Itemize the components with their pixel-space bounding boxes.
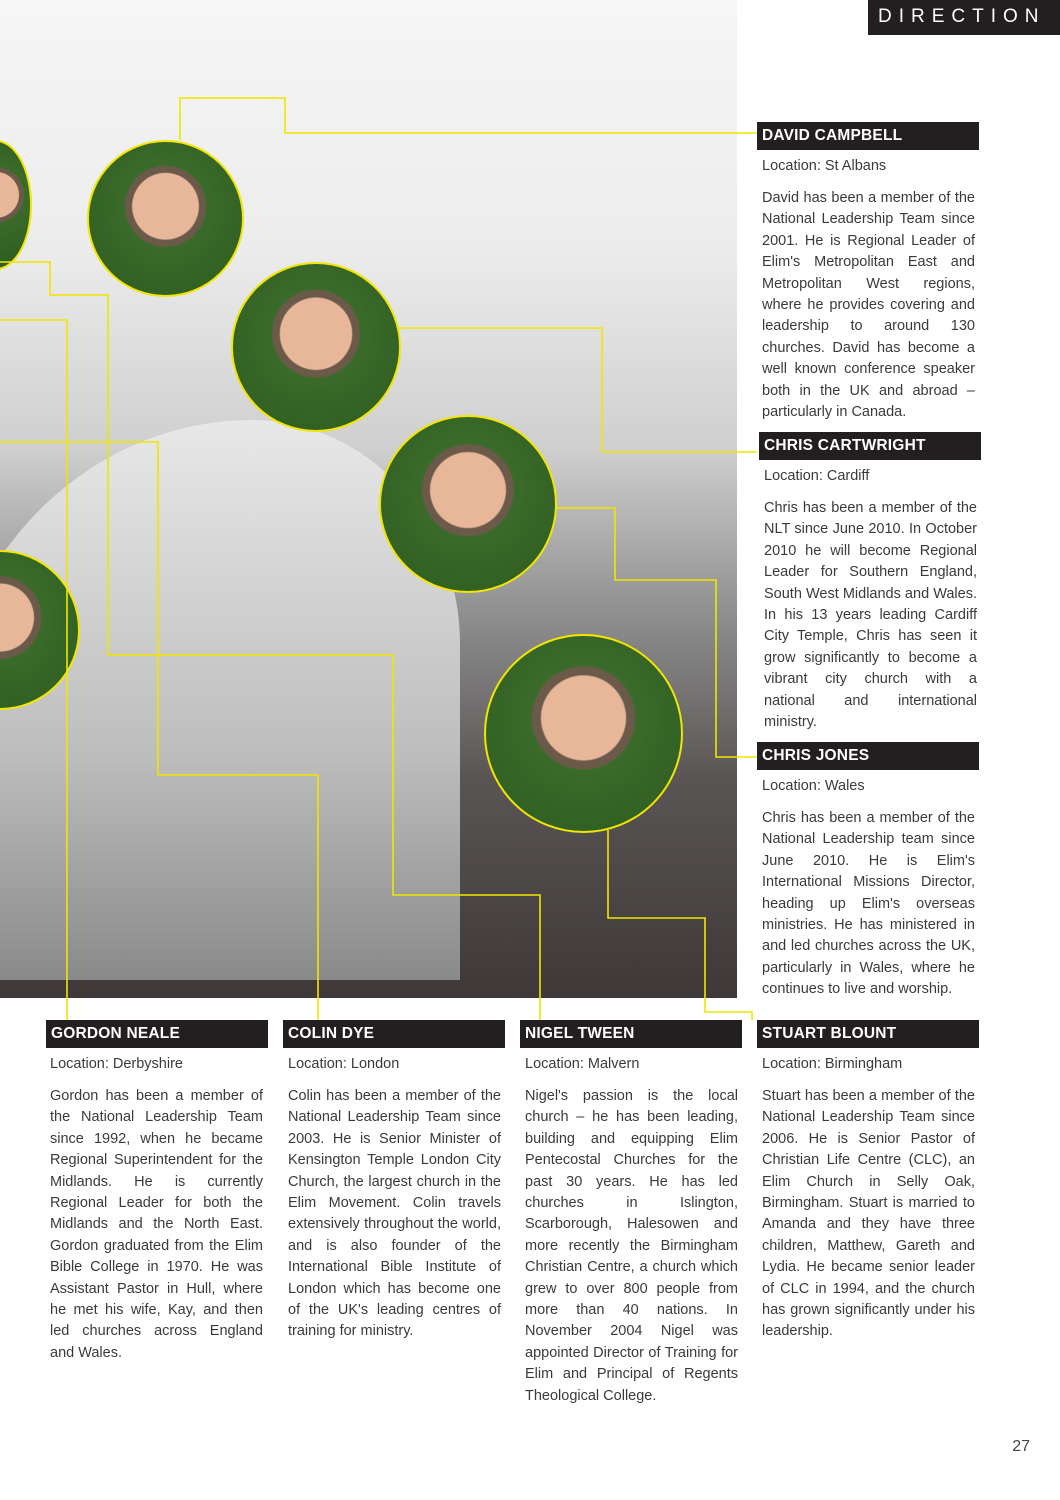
bio: Colin has been a member of the National Leadership Team since 2003. He is Senior Minister of Kensington Temple London City Church, the largest church in the Elim Movement. Colin travels extensively throughout the world, and is also founder of the International Bible Institute of London which has become one of the UK's leading centres of training for ministry.	[288, 1088, 501, 1340]
connector-david-campbell	[180, 98, 757, 140]
connector-colin-dye	[0, 442, 318, 1020]
bio: Nigel's passion is the local church – he has been leading, building and equipping Elim Pentecostal Churches for the past 30 years. He has led churches in Islington, Scarborough, Halesowen and more recently the Birmingham Christian Centre, a church which grew to over 800 people from more than 40 nations. In November 2004 Nigel was appointed Director of Training for Elim and Principal of Regents Theological College.	[525, 1088, 738, 1404]
bio: Chris has been a member of the National Leadership team since June 2010. He is Elim's International Missions Director, heading up Elim's overseas ministries. He has ministered in and led churches across the UK, particularly in Wales, where he continues to live and worship.	[762, 810, 975, 998]
location: Location: Birmingham	[762, 1056, 903, 1072]
page-number: 27	[1012, 1438, 1030, 1455]
name-header: STUART BLOUNT	[757, 1020, 979, 1048]
name-header: DAVID CAMPBELL	[757, 122, 979, 150]
name-header: COLIN DYE	[283, 1020, 505, 1048]
connector-stuart-blount	[608, 830, 752, 1020]
name-header: CHRIS JONES	[757, 742, 979, 770]
connector-chris-jones	[555, 508, 757, 757]
location: Location: St Albans	[762, 158, 887, 174]
section-label: DIRECTION	[868, 0, 1060, 35]
connector-chris-cartwright	[398, 328, 757, 452]
bio: Gordon has been a member of the National Leadership Team since 1992, when he became Regional Superintendent for the Midlands. He is currently Regional Leader for both the Midlands and the North East. Gordon graduated from the Elim Bible College in 1970. He was Assistant Pastor in Hull, where he met his wife, Kay, and then led churches across England and Wales.	[50, 1088, 263, 1361]
connector-gordon-neale	[0, 320, 67, 1020]
bio: Stuart has been a member of the National Leadership Team since 2006. He is Senior Pastor of Christian Life Centre (CLC), an Elim Church in Selly Oak, Birmingham. Stuart is married to Amanda and they have three children, Matthew, Gareth and Lydia. He became senior leader of CLC in 1994, and the church has grown significantly under his leadership.	[762, 1088, 975, 1340]
bio: David has been a member of the National Leadership Team since 2001. He is Regional Leader of Elim's Metropolitan East and Metropolitan West regions, where he provides covering and leadership to around 130 churches. David has become a well known conference speaker both in the UK and abroad – particularly in Canada.	[762, 190, 975, 421]
location: Location: Cardiff	[764, 468, 870, 484]
location: Location: Derbyshire	[50, 1056, 183, 1072]
location: Location: London	[288, 1056, 400, 1072]
bio: Chris has been a member of the NLT since June 2010. In October 2010 he will become Regional Leader for Southern England, South West Midlands and Wales. In his 13 years leading Cardiff City Temple, Chris has seen it grow significantly to become a vibrant city church with a national and international ministry.	[764, 500, 977, 731]
connector-nigel-tween	[0, 262, 540, 1020]
name-header: NIGEL TWEEN	[520, 1020, 742, 1048]
name-header: GORDON NEALE	[46, 1020, 268, 1048]
name-header: CHRIS CARTWRIGHT	[759, 432, 981, 460]
location: Location: Wales	[762, 778, 865, 794]
location: Location: Malvern	[525, 1056, 640, 1072]
